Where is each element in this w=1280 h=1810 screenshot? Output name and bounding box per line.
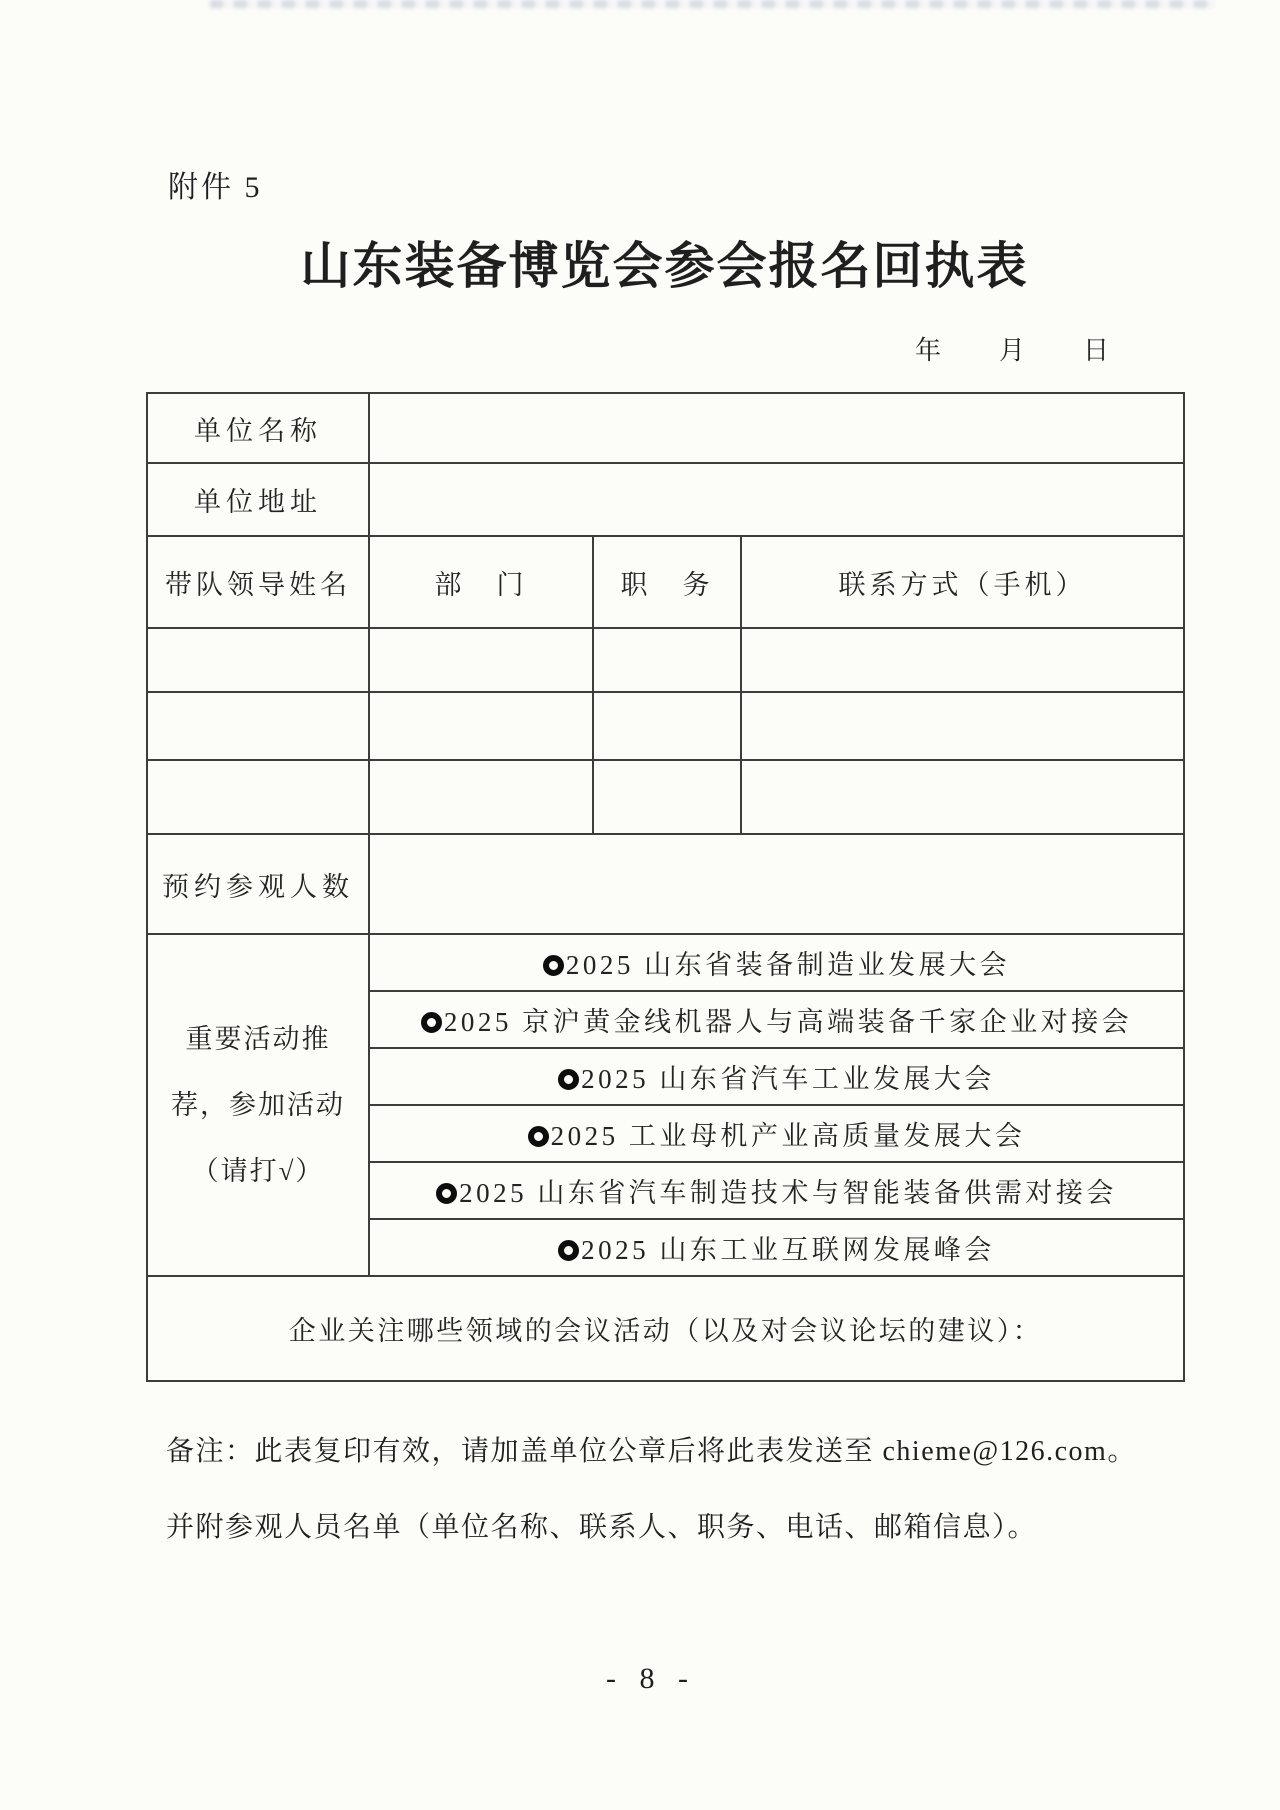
ring-bullet-icon: [528, 1126, 549, 1147]
contact-header: 联系方式（手机）: [741, 536, 1184, 628]
registration-table: [146, 392, 1185, 1382]
ring-bullet-icon: [421, 1012, 442, 1033]
ring-bullet-icon: [558, 1240, 579, 1261]
contact-cell: [741, 692, 1184, 760]
table-row: [147, 393, 1184, 463]
contact-cell: [741, 760, 1184, 834]
position-header: 职 务: [593, 536, 741, 628]
contact-cell: [741, 628, 1184, 692]
footnote-line-2: 并附参观人员名单（单位名称、联系人、职务、电话、邮箱信息）。: [166, 1512, 1038, 1543]
footnote-line-1: 备注：此表复印有效，请加盖单位公章后将此表发送至 chieme@126.com。: [166, 1436, 1137, 1467]
attachment-label: 附件 5: [168, 171, 263, 204]
position-cell: [593, 692, 741, 760]
focus-question-cell: 企业关注哪些领域的会议活动（以及对会议论坛的建议）：: [147, 1276, 1184, 1381]
visitor-count-label: 预约参观人数: [147, 834, 369, 934]
form-title: 山东装备博览会参会报名回执表: [300, 238, 1029, 294]
footnote: [166, 1432, 1176, 1584]
table-header-row: [147, 536, 1184, 628]
ring-bullet-icon: [543, 955, 564, 976]
unit-address-label: 单位地址: [147, 463, 369, 536]
activities-label-line: 重要活动推: [185, 1024, 331, 1054]
position-cell: [593, 760, 741, 834]
activity-option-cell: [369, 1162, 1184, 1219]
activity-option-label: 2025 山东省装备制造业发展大会: [565, 950, 1011, 980]
activity-option-cell: [369, 1048, 1184, 1105]
activity-option-cell: [369, 991, 1184, 1048]
leader-name-cell: [147, 760, 369, 834]
activities-label-cell: [147, 934, 369, 1276]
table-row: [147, 760, 1184, 834]
department-cell: [369, 692, 593, 760]
activity-option-label: 2025 山东工业互联网发展峰会: [581, 1235, 995, 1265]
leader-name-header: 带队领导姓名: [147, 536, 369, 628]
activities-label-line: 荐，参加活动: [171, 1090, 345, 1120]
activity-option-label: 2025 京沪黄金线机器人与高端装备千家企业对接会: [443, 1007, 1133, 1037]
department-cell: [369, 760, 593, 834]
position-cell: [593, 628, 741, 692]
ring-bullet-icon: [558, 1069, 579, 1090]
department-header: 部 门: [369, 536, 593, 628]
ring-bullet-icon: [436, 1183, 457, 1204]
table-row: [147, 834, 1184, 934]
table-row: [147, 463, 1184, 536]
table-row: [147, 692, 1184, 760]
activity-option-label: 2025 山东省汽车工业发展大会: [581, 1064, 995, 1094]
scan-artifact-top-text: [210, 0, 1215, 8]
activity-option-label: 2025 山东省汽车制造技术与智能装备供需对接会: [459, 1178, 1117, 1208]
activity-option-cell: [369, 1105, 1184, 1162]
leader-name-cell: [147, 692, 369, 760]
activity-row: [147, 934, 1184, 991]
page-number: - 8 -: [606, 1662, 696, 1695]
activities-label-line: （请打√）: [191, 1156, 325, 1186]
visitor-count-value-cell: [369, 834, 1184, 934]
activity-option-cell: [369, 1219, 1184, 1276]
date-line: 年 月 日: [914, 336, 1111, 365]
table-row: [147, 1276, 1184, 1381]
leader-name-cell: [147, 628, 369, 692]
unit-address-value-cell: [369, 463, 1184, 536]
activity-option-label: 2025 工业母机产业高质量发展大会: [550, 1121, 1026, 1151]
activity-option-cell: [369, 934, 1184, 991]
department-cell: [369, 628, 593, 692]
table-row: [147, 628, 1184, 692]
unit-name-value-cell: [369, 393, 1184, 463]
unit-name-label: 单位名称: [147, 393, 369, 463]
